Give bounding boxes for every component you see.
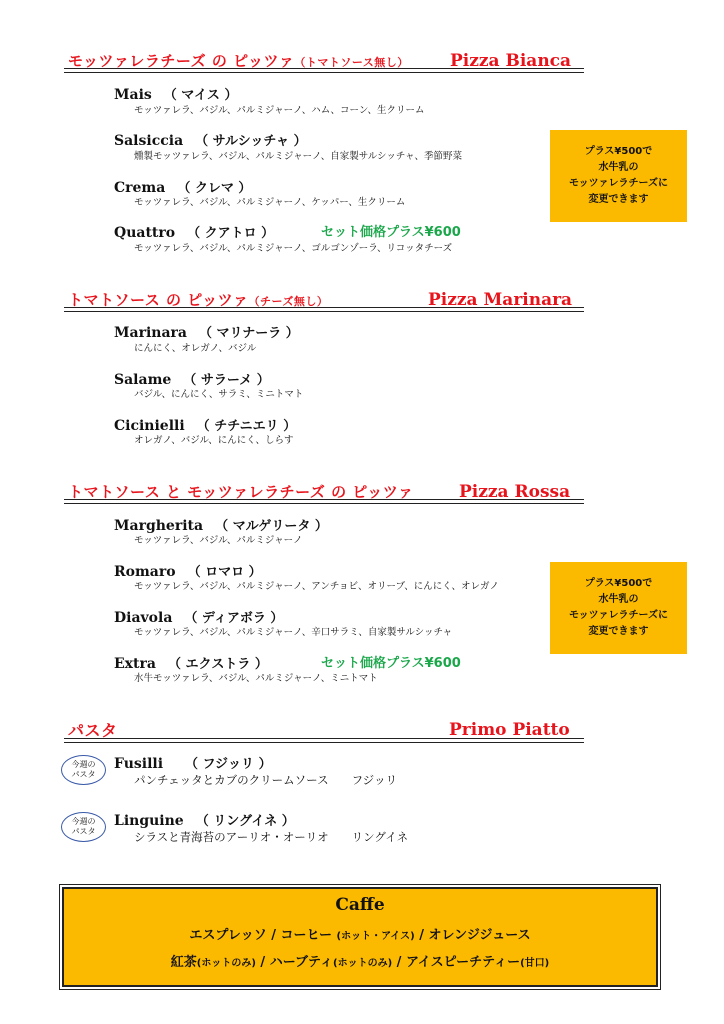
menu-item-desc: パンチェッタとカブのクリームソース フジッリ <box>134 773 398 787</box>
section-title-en-marinara: Pizza Marinara <box>428 290 573 310</box>
section-title-en-pasta: Primo Piatto <box>449 720 570 740</box>
menu-item-desc: モッツァレラ、バジル、パルミジャーノ、辛口サラミ、自家製サルシッチャ <box>134 627 453 638</box>
section-title-en-bianca: Pizza Bianca <box>450 51 572 71</box>
menu-item-fusilli: Fusilli （ フジッリ ） <box>114 756 272 772</box>
weekly-pasta-badge: 今週の パスタ <box>61 755 106 785</box>
menu-item-desc: バジル、にんにく、サラミ、ミニトマト <box>134 389 304 400</box>
buffalo-mozzarella-note: プラス¥500で 水牛乳の モッツァレラチーズに 変更できます <box>550 130 687 222</box>
menu-item-extra: Extra （ エクストラ ） <box>114 656 268 672</box>
menu-item-margherita: Margherita （ マルゲリータ ） <box>114 518 328 534</box>
menu-item-salame: Salame （ サラーメ ） <box>114 372 270 388</box>
menu-item-desc: モッツァレラ、バジル、パルミジャーノ、ケッパー、生クリーム <box>134 197 406 208</box>
menu-item-desc: モッツァレラ、バジル、パルミジャーノ <box>134 535 303 546</box>
menu-item-desc: モッツァレラ、バジル、パルミジャーノ、ハム、コーン、生クリーム <box>134 105 425 116</box>
menu-item-desc: オレガノ、バジル、にんにく、しらす <box>134 435 294 446</box>
menu-item-diavola: Diavola （ ディアボラ ） <box>114 610 284 626</box>
weekly-pasta-badge: 今週の パスタ <box>61 812 106 842</box>
menu-item-mais: Mais （ マイス ） <box>114 87 238 103</box>
menu-item-linguine: Linguine （ リングイネ ） <box>114 813 295 829</box>
buffalo-mozzarella-note: プラス¥500で 水牛乳の モッツァレラチーズに 変更できます <box>550 562 687 654</box>
menu-item-marinara: Marinara （ マリナーラ ） <box>114 325 299 341</box>
caffe-box <box>62 887 658 987</box>
section-title-jp-pasta: パスタ <box>68 721 118 740</box>
set-price-label: セット価格プラス¥600 <box>321 225 461 240</box>
menu-item-desc: にんにく、オレガノ、バジル <box>134 343 257 354</box>
menu-item-desc: 水牛モッツァレラ、バジル、パルミジャーノ、ミニトマト <box>134 673 378 684</box>
section-title-jp-bianca: モッツァレラチーズ の ピッツァ（トマトソース無し） <box>68 52 409 70</box>
section-title-jp-rossa: トマトソース と モッツァレラチーズ の ピッツァ <box>68 483 414 501</box>
menu-item-quattro: Quattro （ クアトロ ） <box>114 225 275 241</box>
caffe-line-1: エスプレッソ / コーヒー (ホット・アイス) / オレンジジュース <box>189 928 531 943</box>
section-title-en-rossa: Pizza Rossa <box>459 482 571 502</box>
menu-item-desc: モッツァレラ、バジル、パルミジャーノ、ゴルゴンゾーラ、リコッタチーズ <box>134 243 453 254</box>
section-title-jp-marinara: トマトソース の ピッツァ（チーズ無し） <box>68 291 329 309</box>
caffe-title: Caffe <box>335 895 385 915</box>
menu-item-salsiccia: Salsiccia （ サルシッチャ ） <box>114 133 307 149</box>
menu-item-romaro: Romaro （ ロマロ ） <box>114 564 262 580</box>
section-divider <box>64 307 584 312</box>
set-price-label: セット価格プラス¥600 <box>321 656 461 671</box>
section-divider <box>64 68 584 73</box>
menu-item-crema: Crema （ クレマ ） <box>114 180 252 196</box>
section-divider <box>64 738 584 743</box>
menu-item-desc: モッツァレラ、バジル、パルミジャーノ、アンチョビ、オリーブ、にんにく、オレガノ <box>134 581 500 592</box>
menu-item-desc: シラスと青海苔のアーリオ・オーリオ リングイネ <box>134 830 409 844</box>
menu-item-cicinielli: Cicinielli （ チチニエリ ） <box>114 418 297 434</box>
menu-item-desc: 燻製モッツァレラ、バジル、パルミジャーノ、自家製サルシッチャ、季節野菜 <box>134 151 463 162</box>
caffe-line-2: 紅茶(ホットのみ) / ハーブティ(ホットのみ) / アイスピーチティー(甘口) <box>170 955 550 970</box>
section-divider <box>64 499 584 504</box>
